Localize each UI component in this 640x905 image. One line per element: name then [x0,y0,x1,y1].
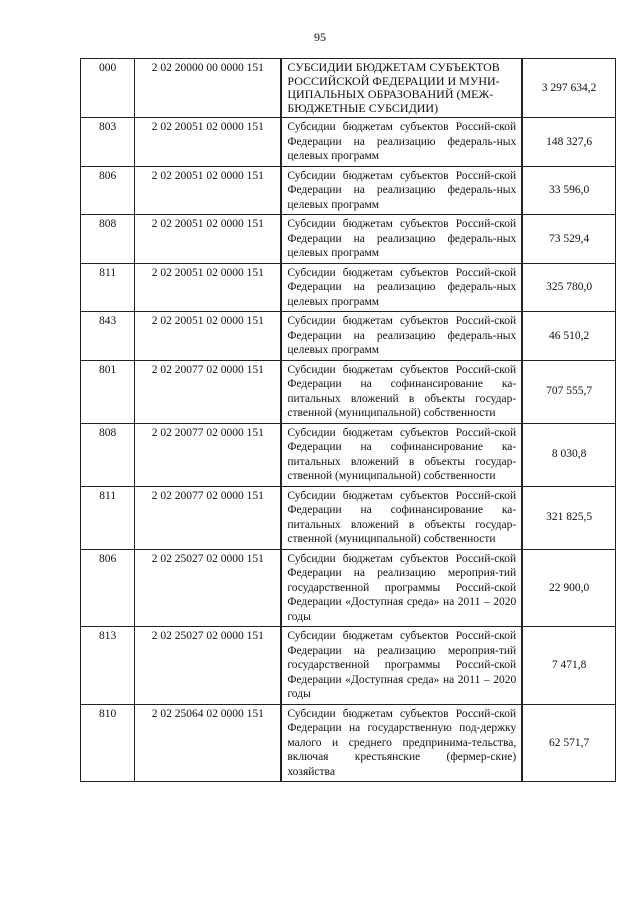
income-name-cell: СУБСИДИИ БЮДЖЕТАМ СУБЪЕКТОВ РОССИЙСКОЙ ФЕДЕРАЦИИ И МУНИ-ЦИПАЛЬНЫХ ОБРАЗОВАНИЙ (МЕЖ-БЮДЖЕТНЫЕ СУБСИДИИ) [281,59,522,118]
admin-code-cell: 808 [81,215,135,264]
admin-code-cell: 803 [81,118,135,167]
budget-code-cell: 2 02 20051 02 0000 151 [135,166,282,215]
amount-cell: 33 596,0 [522,166,615,215]
admin-code-cell: 000 [81,59,135,118]
page-number: 95 [314,30,326,44]
admin-code-cell: 813 [81,627,135,705]
amount-cell: 22 900,0 [522,549,615,627]
income-name-cell: Субсидии бюджетам субъектов Россий-ской Федерации на реализацию федераль-ных целевых программ [281,166,522,215]
budget-code-cell: 2 02 20077 02 0000 151 [135,423,282,486]
table-row [81,263,616,312]
income-name-cell: Субсидии бюджетам субъектов Россий-ской Федерации на софинансирование ка-питальных вложений в объекты государ-ственной (муниципальной) собственности [281,423,522,486]
budget-code-cell: 2 02 25027 02 0000 151 [135,627,282,705]
table-row [81,627,616,705]
amount-cell: 707 555,7 [522,360,615,423]
budget-code-cell: 2 02 20077 02 0000 151 [135,486,282,549]
admin-code-cell: 843 [81,312,135,361]
admin-code-cell: 806 [81,166,135,215]
amount-cell: 73 529,4 [522,215,615,264]
income-name-cell: Субсидии бюджетам субъектов Россий-ской Федерации на реализацию федераль-ных целевых программ [281,215,522,264]
amount-cell: 321 825,5 [522,486,615,549]
income-name-cell: Субсидии бюджетам субъектов Россий-ской Федерации на реализацию мероприя-тий государственной программы Россий-ской Федерации «Доступная среда» на 2011 – 2020 годы [281,627,522,705]
table-row [81,118,616,167]
amount-cell: 62 571,7 [522,704,615,782]
admin-code-cell: 810 [81,704,135,782]
table-row [81,486,616,549]
budget-code-cell: 2 02 20051 02 0000 151 [135,312,282,361]
income-name-cell: Субсидии бюджетам субъектов Россий-ской Федерации на софинансирование ка-питальных вложений в объекты государ-ственной (муниципальной) собственности [281,360,522,423]
amount-cell: 148 327,6 [522,118,615,167]
amount-cell: 325 780,0 [522,263,615,312]
budget-code-cell: 2 02 20051 02 0000 151 [135,118,282,167]
table-row [81,360,616,423]
income-name-cell: Субсидии бюджетам субъектов Россий-ской Федерации на софинансирование ка-питальных вложений в объекты государ-ственной (муниципальной) собственности [281,486,522,549]
table-row [81,549,616,627]
amount-cell: 3 297 634,2 [522,59,615,118]
table-row [81,215,616,264]
table-row [81,59,616,118]
table-row [81,704,616,782]
admin-code-cell: 801 [81,360,135,423]
admin-code-cell: 808 [81,423,135,486]
budget-code-cell: 2 02 20077 02 0000 151 [135,360,282,423]
budget-code-cell: 2 02 20051 02 0000 151 [135,215,282,264]
budget-code-cell: 2 02 20051 02 0000 151 [135,263,282,312]
income-name-cell: Субсидии бюджетам субъектов Россий-ской Федерации на реализацию федераль-ных целевых программ [281,118,522,167]
table-row [81,166,616,215]
budget-code-cell: 2 02 25064 02 0000 151 [135,704,282,782]
admin-code-cell: 806 [81,549,135,627]
amount-cell: 8 030,8 [522,423,615,486]
income-name-cell: Субсидии бюджетам субъектов Россий-ской Федерации на реализацию мероприя-тий государственной программы Россий-ской Федерации «Доступная среда» на 2011 – 2020 годы [281,549,522,627]
amount-cell: 7 471,8 [522,627,615,705]
income-name-cell: Субсидии бюджетам субъектов Россий-ской Федерации на государственную под-держку малого и среднего предпринима-тельства, включая крестьянские (фермер-ские) хозяйства [281,704,522,782]
budget-code-cell: 2 02 25027 02 0000 151 [135,549,282,627]
amount-cell: 46 510,2 [522,312,615,361]
table-row [81,423,616,486]
budget-table [80,58,616,782]
income-name-cell: Субсидии бюджетам субъектов Россий-ской Федерации на реализацию федераль-ных целевых программ [281,263,522,312]
budget-code-cell: 2 02 20000 00 0000 151 [135,59,282,118]
income-name-cell: Субсидии бюджетам субъектов Россий-ской Федерации на реализацию федераль-ных целевых программ [281,312,522,361]
table-row [81,312,616,361]
admin-code-cell: 811 [81,486,135,549]
admin-code-cell: 811 [81,263,135,312]
